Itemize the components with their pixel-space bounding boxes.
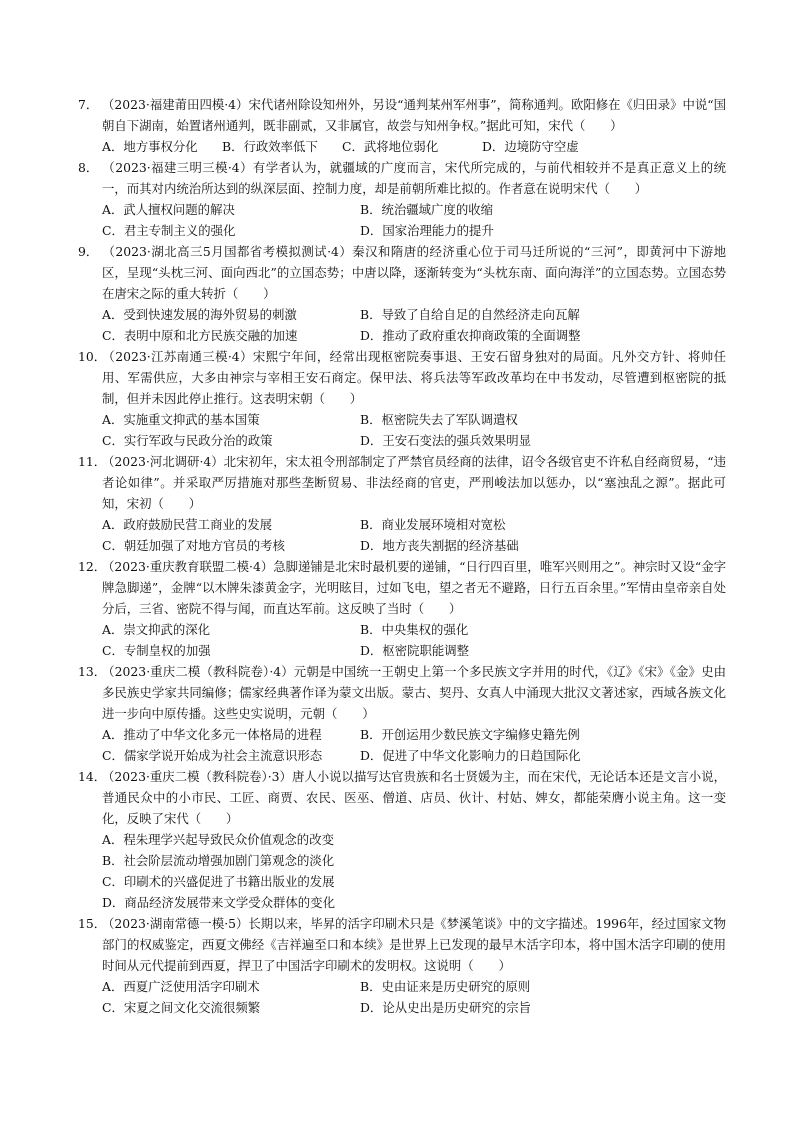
answer-option-c[interactable]: C．实行军政与民政分治的政策	[102, 433, 273, 448]
question-stem	[78, 346, 726, 409]
question-12	[78, 556, 726, 661]
question-stem	[78, 241, 726, 304]
question-11	[78, 451, 726, 556]
question-stem	[78, 94, 726, 136]
answer-option-c[interactable]: C．表明中原和北方民族交融的加速	[102, 328, 298, 343]
question-number: 7．	[78, 97, 99, 112]
question-text: （2023·重庆二模（教科院卷）·3）唐人小说以描写达官贵族和名士贤媛为主，而在宋代，无论话本还是文言小说，普通民众中的小市民、工匠、商贾、农民、医巫、僧道、店员、伙计、村姑、婢女，都能荣膺小说主角。这一变化，反映了宋代（ ）	[102, 769, 726, 826]
question-stem	[78, 913, 726, 976]
question-stem	[78, 661, 726, 724]
answer-option-d[interactable]: D．促进了中华文化影响力的日趋国际化	[360, 748, 581, 763]
question-number: 9．	[78, 244, 99, 259]
question-8	[78, 157, 726, 241]
answer-options	[78, 514, 726, 556]
answer-option-d[interactable]: D．商品经济发展带来文学受众群体的变化	[102, 895, 335, 910]
question-text: （2023·福建莆田四模·4）宋代诸州除设知州外，另设“通判某州军州事”，简称通判。欧阳修在《归田录》中说“国朝自下湖南，始置诸州通判，既非副贰，又非属官，故尝与知州争权。”据此可知，宋代（ ）	[102, 97, 726, 133]
answer-option-c[interactable]: C．印刷术的兴盛促进了书籍出版业的发展	[102, 874, 335, 889]
answer-options	[78, 199, 726, 241]
question-number: 14．	[78, 769, 107, 784]
answer-options	[78, 409, 726, 451]
answer-option-c[interactable]: C．儒家学说开始成为社会主流意识形态	[102, 748, 323, 763]
answer-option-a[interactable]: A．程朱理学兴起导致民众价值观念的改变	[102, 832, 334, 847]
question-stem	[78, 556, 726, 619]
answer-option-c[interactable]: C．朝廷加强了对地方官员的考核	[102, 538, 285, 553]
answer-option-d[interactable]: D．地方丧失割据的经济基础	[360, 538, 519, 553]
question-9	[78, 241, 726, 346]
question-stem	[78, 451, 726, 514]
question-text: （2023·福建三明三模·4）有学者认为，就疆域的广度而言，宋代所完成的，与前代相较并不是真正意义上的统一，而其对内统治所达到的纵深层面、控制力度，却是前朝所难比拟的。作者意在说明宋代（ ）	[102, 160, 726, 196]
answer-option-c[interactable]: C．专制皇权的加强	[102, 643, 211, 658]
answer-options	[78, 829, 726, 913]
question-text: （2023·重庆二模（教科院卷）·4）元朝是中国统一王朝史上第一个多民族文字并用的时代，《辽》《宋》《金》史由多民族史学家共同编修；儒家经典著作译为蒙文出版。蒙古、契丹、女真人中涌现大批汉文著述家，西域各族文化进一步向中原传播。这些史实说明，元朝（ ）	[102, 664, 726, 721]
answer-option-d[interactable]: D．枢密院职能调整	[360, 643, 470, 658]
answer-option-a[interactable]: A．实施重文抑武的基本国策	[102, 412, 260, 427]
question-13	[78, 661, 726, 766]
question-text: （2023·湖北高三5月国都省考模拟测试·4）秦汉和隋唐的经济重心位于司马迁所说的“三河”，即黄河中下游地区，呈现“头枕三河、面向西北”的立国态势；中唐以降，逐渐转变为“头枕东南、面向海洋”的立国态势。立国态势在唐宋之际的重大转折（ ）	[102, 244, 726, 301]
answer-option-a[interactable]: A．武人擅权问题的解决	[102, 202, 235, 217]
answer-options	[78, 136, 726, 157]
question-stem	[78, 157, 726, 199]
answer-option-c[interactable]: C．君主专制主义的强化	[102, 223, 236, 238]
question-number: 15．	[78, 916, 107, 931]
answer-options	[78, 304, 726, 346]
answer-option-b[interactable]: B．中央集权的强化	[360, 622, 469, 637]
answer-option-a[interactable]: A．政府鼓励民营工商业的发展	[102, 517, 273, 532]
question-text: （2023·江苏南通三模·4）宋熙宁年间，经常出现枢密院奏事退、王安石留身独对的局面。凡外交方针、将帅任用、军需供应，大多由神宗与宰相王安石商定。保甲法、将兵法等军政改革均在中书发动，尽管遭到枢密院的抵制，但并未因此停止推行。这表明宋朝（ ）	[102, 349, 726, 406]
answer-options	[78, 976, 726, 1018]
answer-option-b[interactable]: B．行政效率低下	[222, 139, 318, 154]
answer-option-d[interactable]: D．王安石变法的强兵效果明显	[360, 433, 532, 448]
answer-option-c[interactable]: C．武将地位弱化	[342, 139, 439, 154]
question-number: 13．	[78, 664, 107, 679]
question-7	[78, 94, 726, 157]
question-number: 10．	[78, 349, 107, 364]
question-number: 11．	[78, 454, 107, 469]
answer-option-d[interactable]: D．论从史出是历史研究的宗旨	[360, 1000, 532, 1015]
answer-option-d[interactable]: D．边境防守空虚	[482, 139, 579, 154]
answer-option-b[interactable]: B．社会阶层流动增强加剧门第观念的淡化	[102, 853, 335, 868]
question-14	[78, 766, 726, 913]
answer-option-a[interactable]: A．推动了中华文化多元一体格局的进程	[102, 727, 322, 742]
question-text: （2023·湖南常德一模·5）长期以来，毕昇的活字印刷术只是《梦溪笔谈》中的文字描述。1996年，经过国家文物部门的权威鉴定，西夏文佛经《吉祥遍至口和本续》是世界上已发现的最早木活字印本，将中国木活字印刷的使用时间从元代提前到西夏，捍卫了中国活字印刷术的发明权。这说明（ ）	[102, 916, 727, 973]
answer-option-d[interactable]: D．推动了政府重农抑商政策的全面调整	[360, 328, 581, 343]
answer-option-b[interactable]: B．枢密院失去了军队调遣权	[360, 412, 518, 427]
answer-option-b[interactable]: B．导致了自给自足的自然经济走向瓦解	[360, 307, 580, 322]
question-stem	[78, 766, 726, 829]
answer-option-b[interactable]: B．史由证来是历史研究的原则	[360, 979, 531, 994]
answer-option-a[interactable]: A．地方事权分化	[102, 139, 198, 154]
question-15	[78, 913, 726, 1018]
answer-option-a[interactable]: A．受到快速发展的海外贸易的刺激	[102, 307, 297, 322]
answer-options	[78, 619, 726, 661]
answer-options	[78, 724, 726, 766]
question-text: （2023·河北调研·4）北宋初年，宋太祖令刑部制定了严禁官员经商的法律，诏令各级官吏不许私自经商贸易，“违者论如律”。并采取严厉措施对那些垄断贸易、非法经商的官吏，严刑峻法加以惩办，以“塞浊乱之源”。据此可知，宋初（ ）	[102, 454, 726, 511]
question-number: 8．	[78, 160, 99, 175]
question-text: （2023·重庆教育联盟二模·4）急脚递铺是北宋时最机要的递铺，“日行四百里，唯军兴则用之”。神宗时又设“金字牌急脚递”，金牌“以木牌朱漆黄金字，光明眩目，过如飞电，望之者无不避路，日行五百余里。”军情由皇帝亲自处分后，三省、密院不得与闻，而直达军前。这反映了当时（ ）	[102, 559, 726, 616]
answer-option-a[interactable]: A．崇文抑武的深化	[102, 622, 211, 637]
answer-option-b[interactable]: B．开创运用少数民族文字编修史籍先例	[360, 727, 580, 742]
answer-option-c[interactable]: C．宋夏之间文化交流很频繁	[102, 1000, 261, 1015]
question-list	[78, 94, 726, 1018]
answer-option-b[interactable]: B．商业发展环境相对宽松	[360, 517, 506, 532]
answer-option-b[interactable]: B．统治疆域广度的收缩	[360, 202, 494, 217]
question-number: 12．	[78, 559, 107, 574]
answer-option-a[interactable]: A．西夏广泛使用活字印刷术	[102, 979, 260, 994]
question-10	[78, 346, 726, 451]
answer-option-d[interactable]: D．国家治理能力的提升	[360, 223, 494, 238]
